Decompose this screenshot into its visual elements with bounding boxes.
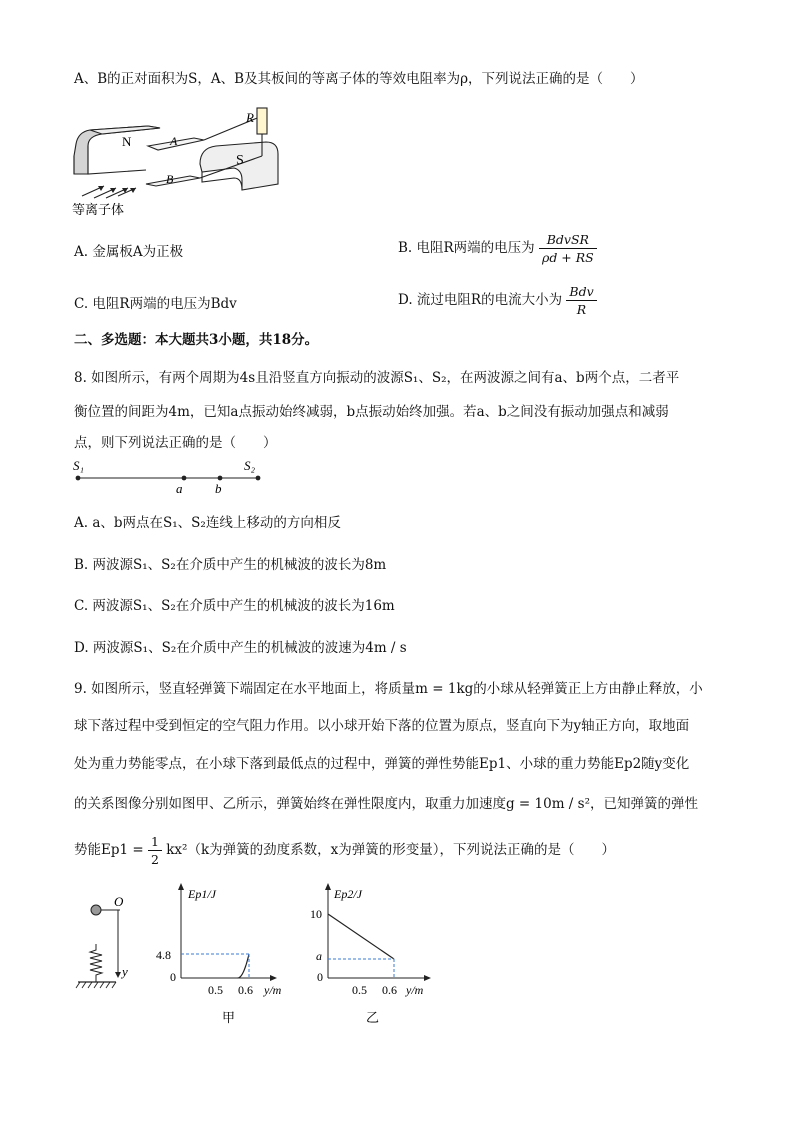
mhd-generator-diagram: [66, 98, 296, 222]
q9-line1: 9. 如图所示，竖直轻弹簧下端固定在水平地面上，将质量m = 1kg的小球从轻弹簧正上方由静止释放，小: [74, 681, 703, 697]
label-R: R: [246, 110, 254, 125]
label-b: b: [215, 481, 222, 496]
q9-line5: 势能Ep1 = $\frac{1}{2}$ kx²（k为弹簧的劲度系数，x为弹簧的形变量），下列说法正确的是（ ）: [74, 834, 615, 867]
chart-jia-ytick: 4.8: [156, 948, 171, 962]
label-s1: S₁: [73, 458, 85, 473]
q8-line3: 点，则下列说法正确的是（ ）: [74, 435, 277, 451]
q9-line4: 的关系图像分别如图甲、乙所示，弹簧始终在弹性限度内，取重力加速度g = 10m / s²，已知弹簧的弹性: [74, 796, 698, 812]
q8-line1: 8. 如图所示，有两个周期为4s且沿竖直方向振动的波源S₁、S₂，在两波源之间有a、b两个点，二者平: [74, 370, 680, 386]
chart-yi-xtick-1: 0.6: [382, 983, 397, 997]
q8-option-b: B. 两波源S₁、S₂在介质中产生的机械波的波长为8m: [74, 557, 387, 573]
q7-option-a: A. 金属板A为正极: [74, 244, 184, 260]
chart-yi-ylabel: Ep2/J: [334, 887, 362, 901]
label-s2: S₂: [244, 458, 256, 473]
q9-line3: 处为重力势能零点，在小球下落到最低点的过程中，弹簧的弹性势能Ep1、小球的重力势能Ep2随y变化: [74, 756, 690, 772]
q7-option-b: B. 电阻R两端的电压为 $\frac{\text{BdvSR}}{\rho d + RS}$: [398, 232, 597, 265]
q8-line2: 衡位置的间距为4m，已知a点振动始终减弱，b点振动始终加强。若a、b之间没有振动加强点和减弱: [74, 404, 669, 420]
chart-jia-caption: 甲: [222, 1010, 236, 1025]
chart-yi-xtick-0: 0.5: [352, 983, 367, 997]
chart-yi: [300, 880, 450, 1030]
ep2-line: [328, 914, 394, 959]
q7-option-d: D. 流过电阻R的电流大小为 $\frac{\text{Bdv}}{R}$: [398, 284, 597, 317]
chart-yi-ytick-top: 10: [310, 907, 322, 921]
q7-stem: A、B的正对面积为S，A、B及其板间的等离子体的等效电阻率为ρ，下列说法正确的是（ ）: [74, 71, 644, 87]
chart-yi-ytick-a: a: [316, 949, 322, 963]
q8-option-d: D. 两波源S₁、S₂在介质中产生的机械波的波速为4m / s: [74, 640, 407, 656]
chart-jia-xtick-1: 0.6: [238, 983, 253, 997]
label-S: S: [236, 153, 244, 168]
label-A: A: [170, 134, 178, 148]
label-a: a: [176, 481, 183, 496]
chart-jia-origin: 0: [170, 970, 176, 984]
chart-yi-xlabel: y/m: [406, 983, 424, 997]
label-y: y: [122, 964, 128, 979]
chart-yi-origin: 0: [317, 970, 323, 984]
label-o: O: [114, 894, 124, 909]
chart-yi-caption: 乙: [366, 1010, 380, 1025]
wave-source-diagram: [68, 456, 278, 498]
q8-option-c: C. 两波源S₁、S₂在介质中产生的机械波的波长为16m: [74, 598, 395, 614]
label-N: N: [122, 134, 132, 149]
label-B: B: [166, 172, 174, 186]
chart-jia-xlabel: y/m: [264, 983, 282, 997]
q7-option-c: C. 电阻R两端的电压为Bdv: [74, 296, 237, 312]
q9-line2: 球下落过程中受到恒定的空气阻力作用。以小球开始下落的位置为原点，竖直向下为y轴正方向，取地面: [74, 718, 690, 734]
section-heading: 二、多选题：本大题共3小题，共18分。: [74, 332, 319, 348]
chart-jia-ylabel: Ep1/J: [188, 887, 216, 901]
chart-jia-xtick-0: 0.5: [208, 983, 223, 997]
spring-figure: [74, 888, 144, 998]
ep1-curve: [238, 954, 249, 978]
chart-jia: [152, 880, 298, 1030]
q8-option-a: A. a、b两点在S₁、S₂连线上移动的方向相反: [74, 515, 341, 531]
label-plasma: 等离子体: [72, 202, 125, 217]
